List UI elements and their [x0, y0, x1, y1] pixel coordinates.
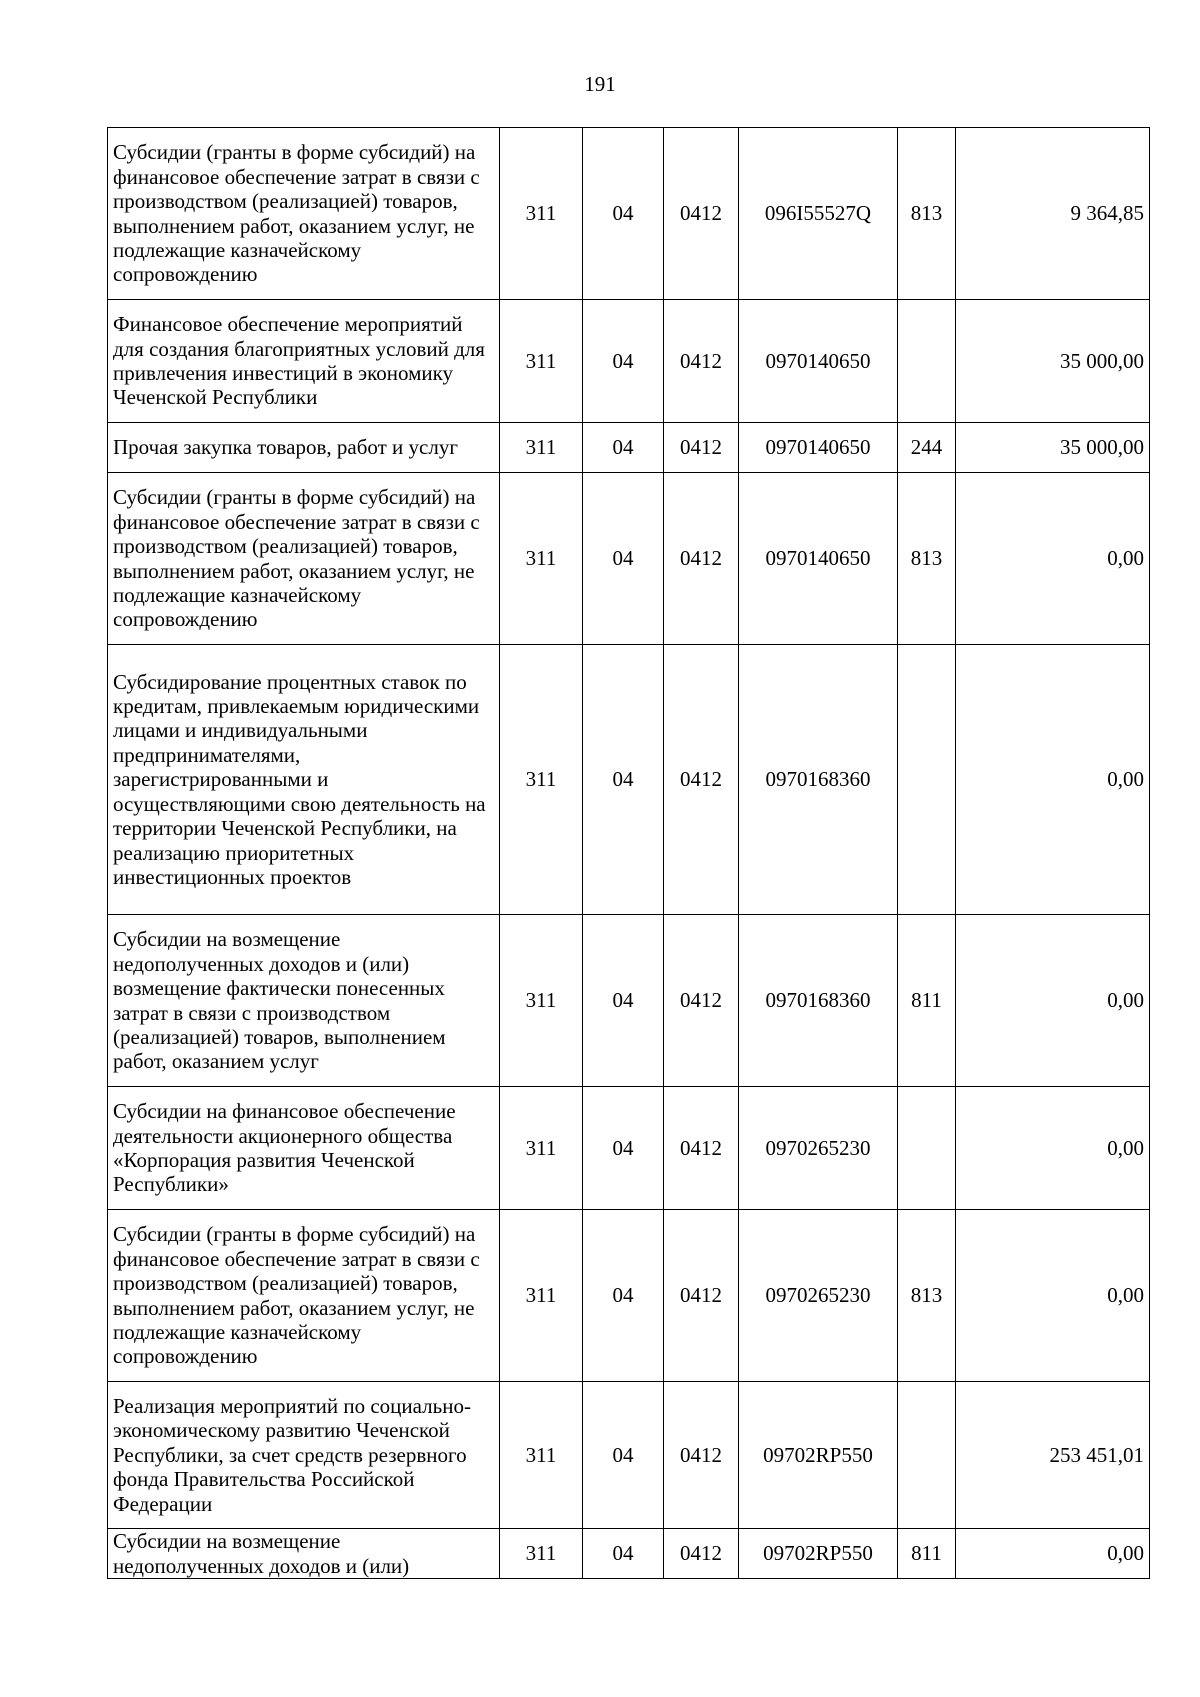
target-article-code: 0970265230 [739, 1210, 898, 1382]
amount: 253 451,01 [956, 1382, 1150, 1529]
expense-type-code [898, 1087, 956, 1210]
row-name: Субсидии на финансовое обеспечение деятельности акционерного общества «Корпорация развития Чеченской Республики» [108, 1087, 500, 1210]
subsection-code: 0412 [664, 645, 739, 915]
target-article-code: 0970168360 [739, 645, 898, 915]
section-code: 04 [583, 473, 664, 645]
table-row [108, 423, 1150, 473]
subsection-code: 0412 [664, 915, 739, 1087]
subsection-code: 0412 [664, 1210, 739, 1382]
table-row [108, 300, 1150, 423]
subsection-code: 0412 [664, 423, 739, 473]
table-row [108, 473, 1150, 645]
subsection-code: 0412 [664, 1087, 739, 1210]
section-code: 04 [583, 1210, 664, 1382]
table-row [108, 915, 1150, 1087]
row-name: Субсидии (гранты в форме субсидий) на финансовое обеспечение затрат в связи с производством (реализацией) товаров, выполнением работ, оказанием услуг, не подлежащие казначейскому сопровождению [108, 473, 500, 645]
ministry-code: 311 [500, 473, 583, 645]
amount: 0,00 [956, 473, 1150, 645]
subsection-code: 0412 [664, 300, 739, 423]
expense-type-code: 244 [898, 423, 956, 473]
amount: 35 000,00 [956, 300, 1150, 423]
row-name: Субсидии (гранты в форме субсидий) на финансовое обеспечение затрат в связи с производством (реализацией) товаров, выполнением работ, оказанием услуг, не подлежащие казначейскому сопровождению [108, 1210, 500, 1382]
subsection-code: 0412 [664, 1382, 739, 1529]
expense-type-code: 811 [898, 1529, 956, 1579]
amount: 0,00 [956, 1087, 1150, 1210]
table-row [108, 1210, 1150, 1382]
table-row [108, 645, 1150, 915]
ministry-code: 311 [500, 1210, 583, 1382]
target-article-code: 09702RP550 [739, 1529, 898, 1579]
amount: 9 364,85 [956, 128, 1150, 300]
subsection-code: 0412 [664, 128, 739, 300]
ministry-code: 311 [500, 300, 583, 423]
section-code: 04 [583, 645, 664, 915]
page-number: 191 [584, 72, 616, 96]
row-name: Субсидии (гранты в форме субсидий) на финансовое обеспечение затрат в связи с производством (реализацией) товаров, выполнением работ, оказанием услуг, не подлежащие казначейскому сопровождению [108, 128, 500, 300]
amount: 0,00 [956, 645, 1150, 915]
target-article-code: 0970140650 [739, 423, 898, 473]
section-code: 04 [583, 300, 664, 423]
row-name: Субсидии на возмещение недополученных доходов и (или) [108, 1529, 500, 1579]
target-article-code: 0970140650 [739, 300, 898, 423]
target-article-code: 0970265230 [739, 1087, 898, 1210]
row-name: Финансовое обеспечение мероприятий для создания благоприятных условий для привлечения инвестиций в экономику Чеченской Республики [108, 300, 500, 423]
expense-type-code: 813 [898, 128, 956, 300]
section-code: 04 [583, 1529, 664, 1579]
ministry-code: 311 [500, 1087, 583, 1210]
expense-type-code: 813 [898, 473, 956, 645]
amount: 0,00 [956, 1529, 1150, 1579]
amount: 0,00 [956, 1210, 1150, 1382]
section-code: 04 [583, 1087, 664, 1210]
ministry-code: 311 [500, 423, 583, 473]
section-code: 04 [583, 1382, 664, 1529]
row-name: Субсидии на возмещение недополученных доходов и (или) возмещение фактически понесенных затрат в связи с производством (реализацией) товаров, выполнением работ, оказанием услуг [108, 915, 500, 1087]
amount: 35 000,00 [956, 423, 1150, 473]
ministry-code: 311 [500, 1529, 583, 1579]
row-name: Субсидирование процентных ставок по кредитам, привлекаемым юридическими лицами и индивидуальными предпринимателями, зарегистрированными и осуществляющими свою деятельность на территории Чеченской Республики, на реализацию приоритетных инвестиционных проектов [108, 645, 500, 915]
table-row [108, 1529, 1150, 1579]
ministry-code: 311 [500, 915, 583, 1087]
budget-table [107, 127, 1150, 1579]
expense-type-code [898, 1382, 956, 1529]
ministry-code: 311 [500, 1382, 583, 1529]
ministry-code: 311 [500, 645, 583, 915]
target-article-code: 096I55527Q [739, 128, 898, 300]
row-name: Прочая закупка товаров, работ и услуг [108, 423, 500, 473]
row-name: Реализация мероприятий по социально-экономическому развитию Чеченской Республики, за счет средств резервного фонда Правительства Российской Федерации [108, 1382, 500, 1529]
ministry-code: 311 [500, 128, 583, 300]
section-code: 04 [583, 423, 664, 473]
table-row [108, 1382, 1150, 1529]
target-article-code: 0970140650 [739, 473, 898, 645]
expense-type-code: 813 [898, 1210, 956, 1382]
target-article-code: 0970168360 [739, 915, 898, 1087]
section-code: 04 [583, 128, 664, 300]
table-row [108, 128, 1150, 300]
amount: 0,00 [956, 915, 1150, 1087]
table-row [108, 1087, 1150, 1210]
subsection-code: 0412 [664, 473, 739, 645]
expense-type-code [898, 300, 956, 423]
target-article-code: 09702RP550 [739, 1382, 898, 1529]
section-code: 04 [583, 915, 664, 1087]
expense-type-code: 811 [898, 915, 956, 1087]
expense-type-code [898, 645, 956, 915]
subsection-code: 0412 [664, 1529, 739, 1579]
